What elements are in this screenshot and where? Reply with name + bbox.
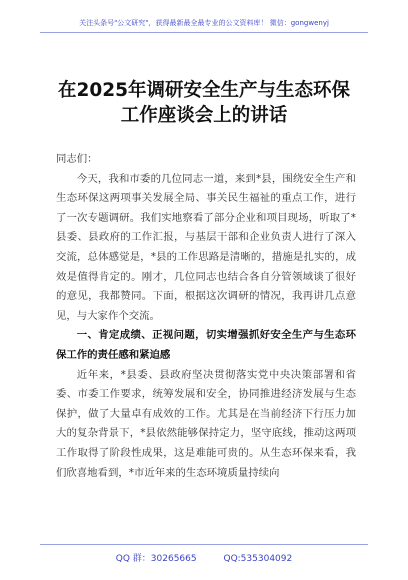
- page-footer: [40, 544, 368, 564]
- footer-qq-group: QQ 群：30265665: [115, 554, 197, 564]
- page-header: 关注头条号"公文研究"，获得最新最全最专业的公文资料库！ 微信：gongwenyj: [40, 18, 368, 33]
- document-body: [56, 150, 356, 483]
- footer-qq-contact: QQ:535304092: [223, 554, 293, 564]
- greeting: 同志们：: [56, 153, 98, 165]
- paragraph-intro: 今天，我和市委的几位同志一道，来到*县，围绕安全生产和生态环保这两项事关发展全局、事关民生福祉的重点工作，进行了一次专题调研。我们实地察看了部分企业和项目现场，听取了*县委、县政府的工作汇报，与基层干部和企业负责人进行了深入交流，总体感觉是，*县的工作思路是清晰的，措施是扎实的，成效是值得肯定的。刚才，几位同志也结合各自分管领域谈了很好的意见，我都赞同。下面，根据这次调研的情况，我再讲几点意见，与大家作个交流。: [56, 172, 356, 322]
- paragraph-2: 近年来，*县委、县政府坚决贯彻落实党中央决策部署和省委、市委工作要求，统筹发展和安全，协同推进经济发展与生态保护，做了大量卓有成效的工作。尤其是在当前经济下行压力加大的复杂背景下，*县依然能够保持定力，坚守底线，推动这两项工作取得了阶段性成果，这是难能可贵的。从生态环保来看，我们欣喜地看到，*市近年来的生态环境质量持续向: [56, 368, 356, 479]
- document-title: 在2025年调研安全生产与生态环保工作座谈会上的讲话: [58, 80, 350, 126]
- section-heading-1: 一、肯定成绩、正视问题，切实增强抓好安全生产与生态环保工作的责任感和紧迫感: [56, 329, 356, 361]
